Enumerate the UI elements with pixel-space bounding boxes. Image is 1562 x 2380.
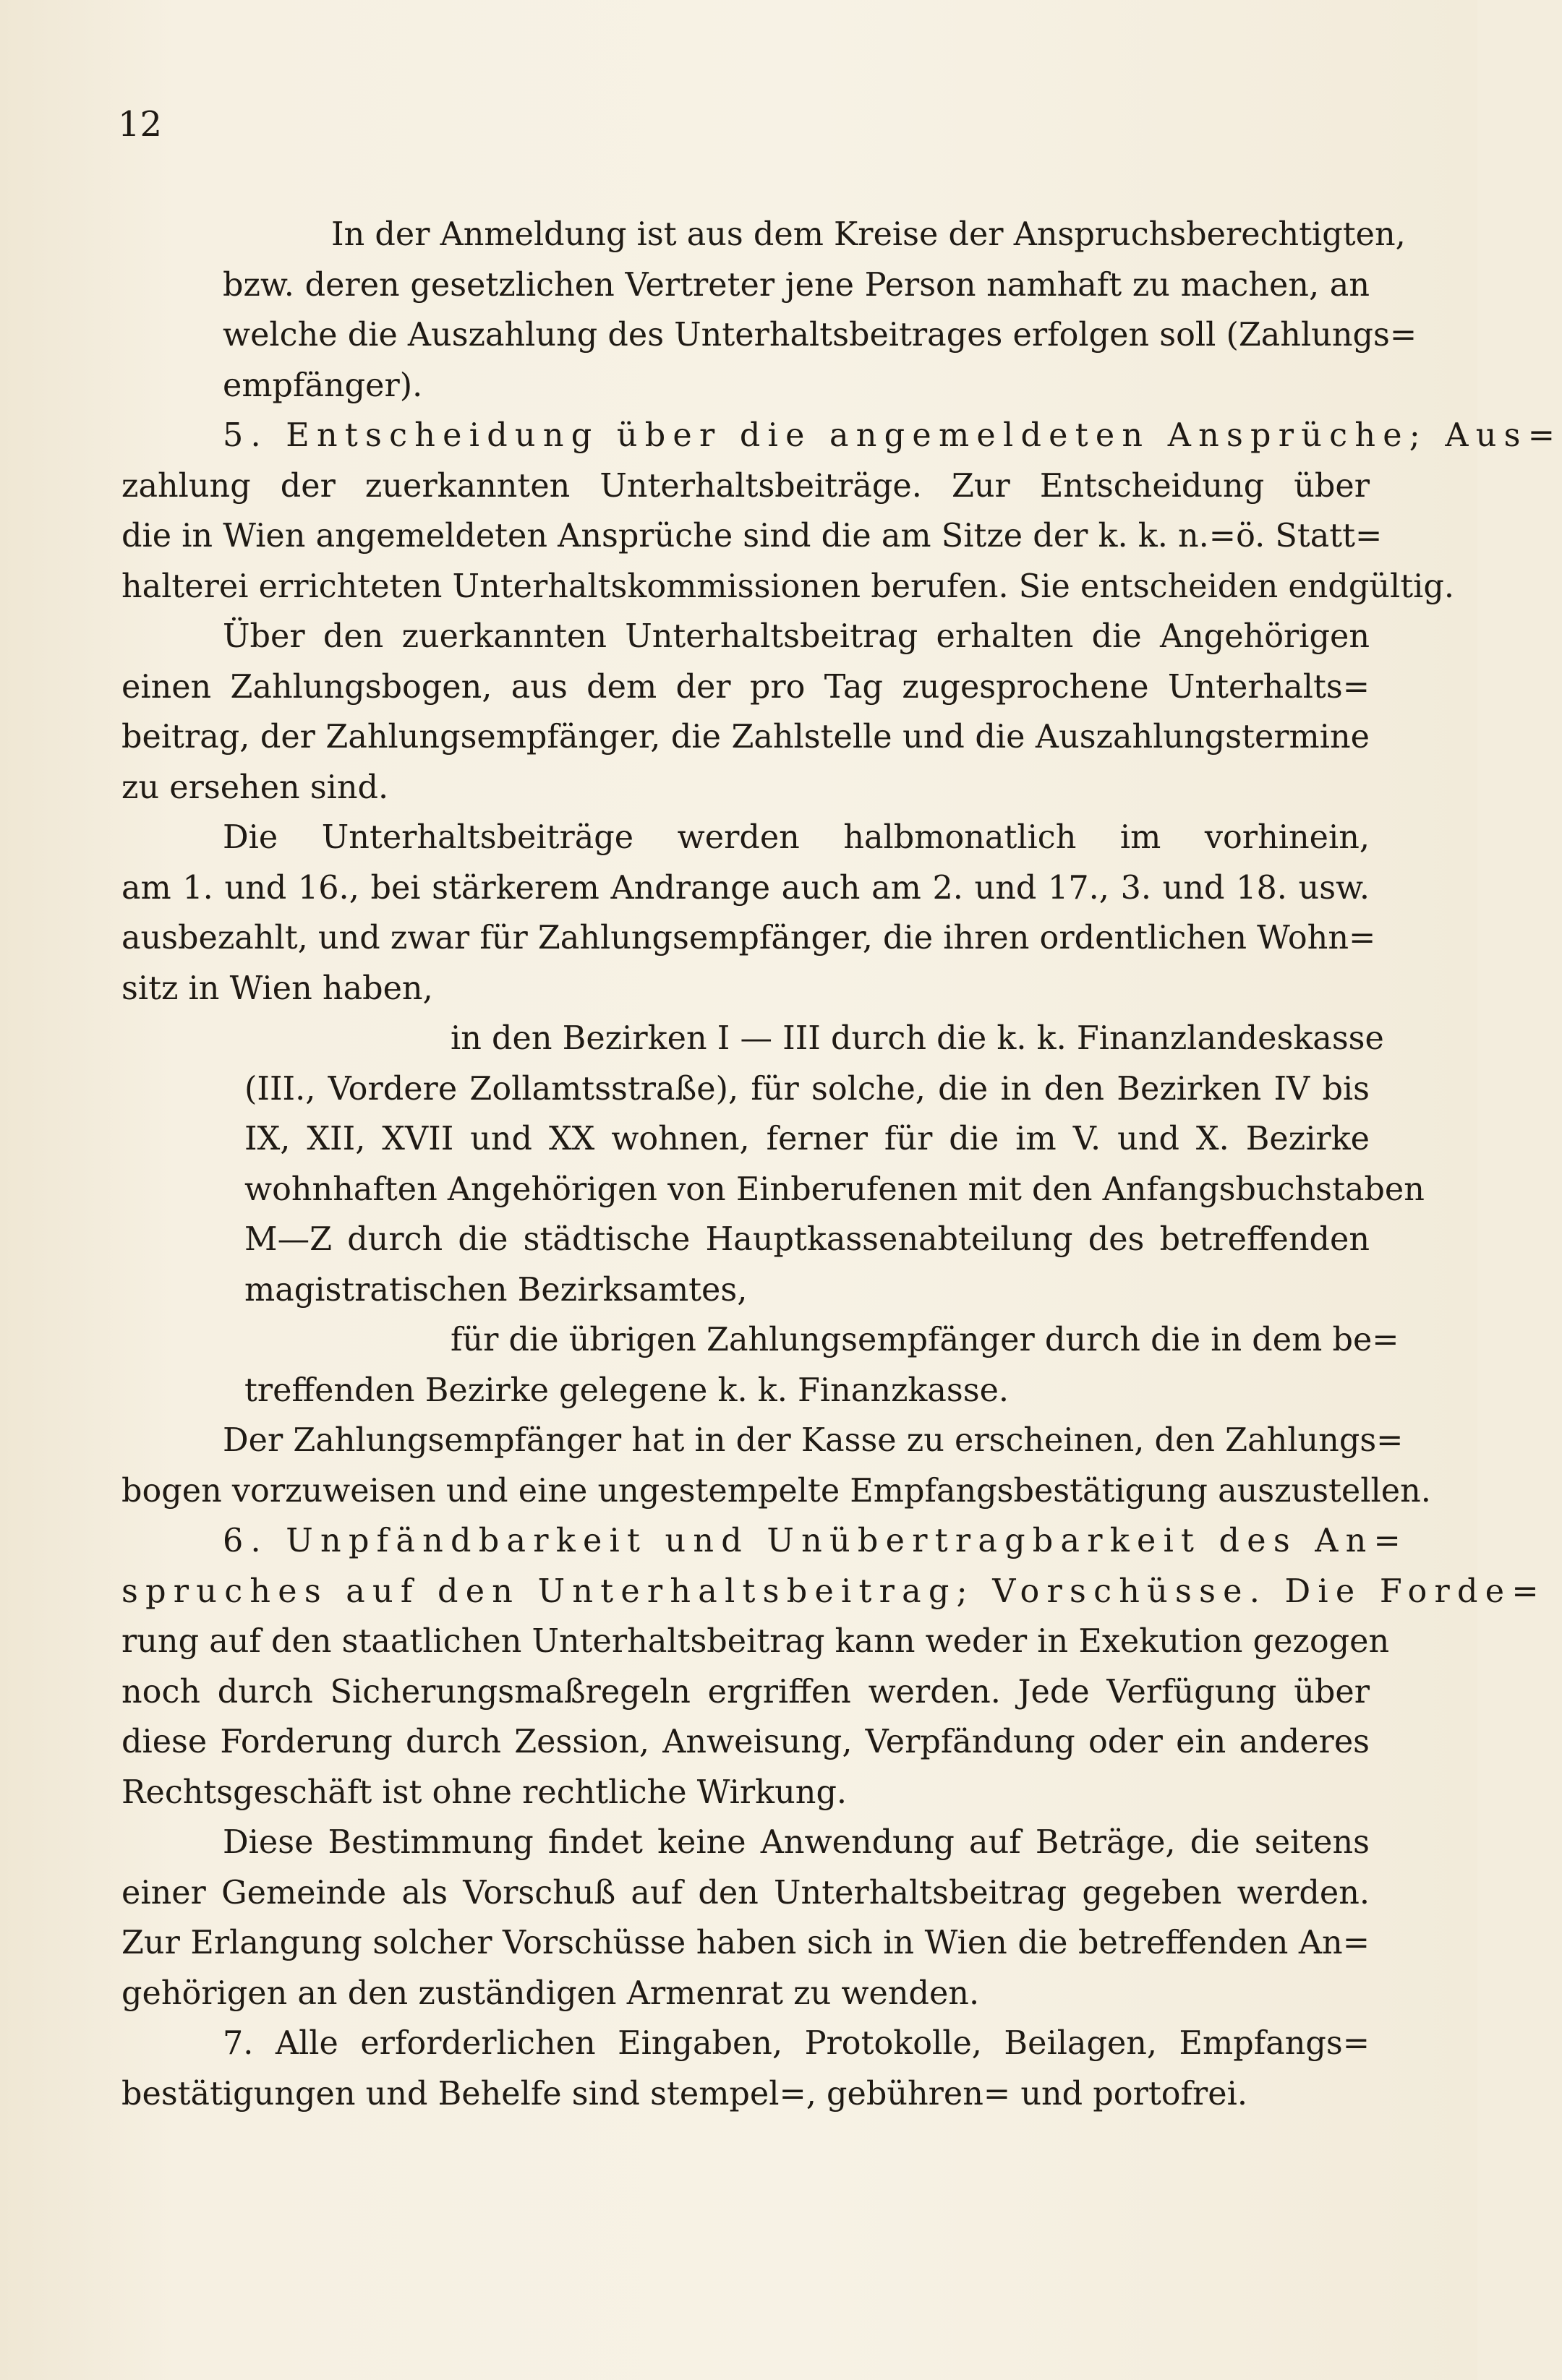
- text-line: noch durch Sicherungsmaßregeln ergriffen werden. Jede Verfügung über: [121, 1673, 1370, 1711]
- text-line: halterei errichteten Unterhaltskommissionen berufen. Sie entscheiden endgültig.: [121, 568, 1455, 605]
- text-line: (III., Vordere Zollamtsstraße), für solche, die in den Bezirken IV bis: [244, 1070, 1370, 1108]
- text-line: die in Wien angemeldeten Ansprüche sind die am Sitze der k. k. n.=ö. Statt=: [121, 518, 1383, 555]
- text-line: bogen vorzuweisen und eine ungestempelte Empfangsbestätigung auszustellen.: [121, 1472, 1431, 1510]
- text-line: rung auf den staatlichen Unterhaltsbeitrag kann weder in Exekution gezogen: [121, 1623, 1390, 1660]
- text-line: Zur Erlangung solcher Vorschüsse haben sich in Wien die betreffenden An=: [121, 1925, 1370, 1961]
- text-line: welche die Auszahlung des Unterhaltsbeitrages erfolgen soll (Zahlungs=: [223, 317, 1417, 354]
- text-line: zu ersehen sind.: [121, 769, 389, 806]
- paragraph-decision-payment: [121, 411, 1562, 612]
- body-text: [121, 210, 1562, 2119]
- section-heading-line: spruches auf den Unterhaltsbeitrag; Vorschüsse. Die Forde=: [121, 1572, 1546, 1610]
- text-line: Der Zahlungsempfänger hat in der Kasse zu erscheinen, den Zahlungs=: [223, 1422, 1404, 1459]
- paragraph-advance-payments: [121, 1818, 1370, 2019]
- text-line: Über den zuerkannten Unterhaltsbeitrag erhalten die Angehörigen: [223, 618, 1370, 655]
- paragraph-non-seizable: [121, 1516, 1546, 1818]
- text-line: ausbezahlt, und zwar für Zahlungsempfänger, die ihren ordentlichen Wohn=: [121, 920, 1376, 956]
- text-line: sitz in Wien haben,: [121, 969, 433, 1007]
- text-line: Die Unterhaltsbeiträge werden halbmonatlich im vorhinein,: [223, 819, 1370, 856]
- text-line: empfänger).: [223, 367, 423, 404]
- text-line: Rechtsgeschäft ist ohne rechtliche Wirkung.: [121, 1773, 848, 1811]
- text-line: zahlung der zuerkannten Unterhaltsbeiträge. Zur Entscheidung über: [121, 467, 1370, 505]
- text-line: IX, XII, XVII und XX wohnen, ferner für die im V. und X. Bezirke: [244, 1121, 1370, 1157]
- text-line: M—Z durch die städtische Hauptkassenabteilung des betreffenden: [244, 1221, 1370, 1258]
- section-heading-line: 6. Unpfändbarkeit und Unübertragbarkeit des An=: [223, 1523, 1409, 1559]
- text-line: In der Anmeldung ist aus dem Kreise der Anspruchsberechtigten,: [331, 216, 1406, 253]
- paragraph-payment-schedule: [121, 813, 1376, 1014]
- section-heading-line: 5. Entscheidung über die angemeldeten Ansprüche; Aus=: [223, 417, 1562, 454]
- text-line: wohnhaften Angehörigen von Einberufenen mit den Anfangsbuchstaben: [244, 1170, 1425, 1208]
- text-line: magistratischen Bezirksamtes,: [244, 1271, 748, 1309]
- paragraph-other-recipients: [121, 1315, 1399, 1416]
- text-line: gehörigen an den zuständigen Armenrat zu wenden.: [121, 1974, 980, 2012]
- paragraph-fee-exemption: [121, 2019, 1370, 2119]
- text-line: diese Forderung durch Zession, Anweisung, Verpfändung oder ein anderes: [121, 1724, 1370, 1760]
- text-line: 7. Alle erforderlichen Eingaben, Protokolle, Beilagen, Empfangs=: [223, 2025, 1370, 2062]
- paragraph-cash-office: [121, 1416, 1431, 1516]
- paragraph-registration: [121, 210, 1417, 411]
- text-line: Diese Bestimmung findet keine Anwendung auf Beträge, die seitens: [223, 1824, 1370, 1861]
- page-number: 12: [118, 104, 163, 145]
- text-line: einen Zahlungsbogen, aus dem der pro Tag zugesprochene Unterhalts=: [121, 668, 1370, 706]
- text-line: für die übrigen Zahlungsempfänger durch die in dem be=: [451, 1322, 1399, 1358]
- text-line: am 1. und 16., bei stärkerem Andrange auch am 2. und 17., 3. und 18. usw.: [121, 869, 1370, 907]
- text-line: treffenden Bezirke gelegene k. k. Finanzkasse.: [244, 1371, 1010, 1409]
- text-line: beitrag, der Zahlungsempfänger, die Zahlstelle und die Auszahlungstermine: [121, 719, 1370, 755]
- paragraph-payment-slip: [121, 612, 1370, 813]
- text-line: einer Gemeinde als Vorschuß auf den Unterhaltsbeitrag gegeben werden.: [121, 1874, 1370, 1912]
- text-line: in den Bezirken I — III durch die k. k. Finanzlandeskasse: [451, 1020, 1384, 1057]
- text-line: bzw. deren gesetzlichen Vertreter jene Person namhaft zu machen, an: [223, 266, 1370, 304]
- paragraph-district-cashiers: [121, 1014, 1425, 1315]
- text-line: bestätigungen und Behelfe sind stempel=, gebühren= und portofrei.: [121, 2075, 1247, 2113]
